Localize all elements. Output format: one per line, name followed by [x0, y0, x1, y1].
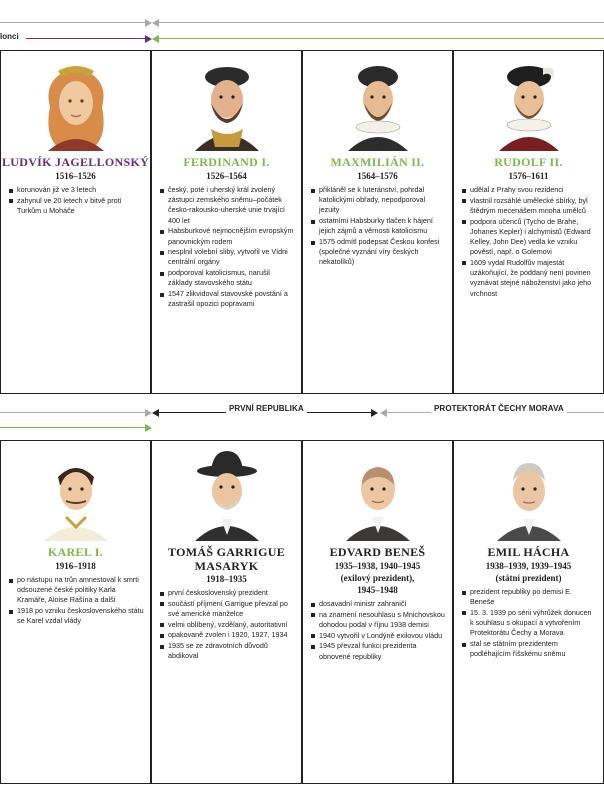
arrow-right-icon [145, 409, 152, 417]
bearded-man-feathered-hat-portrait [483, 57, 575, 151]
timeline-gray-line [0, 22, 146, 23]
middle-timeline [0, 402, 604, 432]
ruler-name: MAXMILIÁN II. [330, 155, 425, 169]
list-item: 1945 převzal funkci prezidenta obnovené republiky [311, 641, 446, 661]
list-item: podpora učenců (Tycho de Brahe, Johanes Kepler) i alchymistů (Edward Kelley, John Dee) vedla ke vzniku pověstí, např. o Golemovi [462, 217, 597, 258]
ruler-card-benes [302, 440, 453, 784]
ruler-card-rudolf [453, 50, 604, 394]
list-item: přikláněl se k luteránství, pohrdal katolickými obřady, nepodporoval jezuity [311, 185, 446, 216]
ruler-card-ludvik [0, 50, 151, 394]
young-man-uniform-portrait [30, 447, 122, 541]
ruler-name: EDVARD BENEŠ [329, 545, 426, 559]
ruler-years: 1916–1918 [55, 561, 96, 571]
ruler-years: 1918–1935 [206, 574, 247, 584]
ruler-name-line2: MASARYK [194, 559, 259, 573]
list-item: dosavadní ministr zahraničí [311, 599, 446, 609]
facts-list [9, 575, 144, 627]
list-item: zahynul ve 20 letech v bitvě proti Turkům u Moháče [9, 196, 144, 216]
ruler-name: KAREL I. [47, 545, 104, 559]
ruler-card-karel [0, 440, 151, 784]
old-man-hat-portrait [181, 447, 273, 541]
ruler-years-line2: (exilový prezident), [340, 573, 415, 583]
ruler-years: 1576–1611 [508, 171, 549, 181]
ruler-name: RUDOLF II. [494, 155, 563, 169]
arrow-right-icon [371, 409, 378, 417]
ruler-years: 1526–1564 [206, 171, 247, 181]
list-item: udělal z Prahy svou rezidenci [462, 185, 597, 195]
facts-list [160, 185, 295, 310]
bald-man-suit-portrait [332, 447, 424, 541]
timeline-green-line [0, 427, 146, 428]
facts-list [462, 185, 597, 299]
ruler-years-line3: 1945–1948 [357, 585, 398, 595]
list-item: 1935 se ze zdravotních důvodů abdikoval [160, 641, 295, 661]
list-item: opakovaně zvolen i 1920, 1927, 1934 [160, 630, 295, 640]
list-item: 15. 3. 1939 po sérii výhrůžek donucen k souhlasu s okupací a vytvořením Protektorátu Čechy a Morava [462, 608, 597, 639]
list-item: 1918 po vzniku československého státu se Karel vzdal vlády [9, 606, 144, 626]
list-item: 1547 zlikvidoval stavovské povstání a zastrašil opozici popravami [160, 289, 295, 309]
top-rulers-grid [0, 50, 604, 394]
facts-list [311, 185, 446, 268]
list-item: český, poté i uherský král zvolený zástupci zemského sněmu–počátek česko-rakousko-uherské unie trvající 400 let [160, 185, 295, 226]
list-item: po nástupu na trůn amnestoval k smrti odsouzené české politiky Karla Kramáře, Aloise Rašína a další [9, 575, 144, 606]
arrow-right-icon [145, 35, 152, 43]
list-item: 1575 odmítl podepsat Českou konfesi (společné vyznání víry českých nekatolíků) [311, 237, 446, 268]
list-item: velmi oblíbený, vzdělaný, autoritativní [160, 620, 295, 630]
ruler-name: EMIL HÁCHA [487, 545, 570, 559]
ruler-card-hacha [453, 440, 604, 784]
list-item: první československý prezident [160, 588, 295, 598]
facts-list [9, 185, 144, 217]
list-item: korunován již ve 3 letech [9, 185, 144, 195]
ruler-card-masaryk [151, 440, 302, 784]
facts-list [311, 599, 446, 662]
list-item: Habsburkové nejmocnějším evropským panovnickým rodem [160, 226, 295, 246]
facts-list [462, 587, 597, 660]
bearded-man-hat-ruff-portrait [332, 57, 424, 151]
list-item: 1940 vytvořil v Londýně exilovou vládu [311, 631, 446, 641]
list-item: nesplnil volební sliby, vytvořil ve Vídni centrální orgány [160, 247, 295, 267]
top-timeline [0, 0, 604, 40]
ruler-name: FERDINAND I. [183, 155, 270, 169]
timeline-label-left: lonci [0, 32, 19, 41]
timeline-green-line [158, 38, 604, 39]
ruler-name: LUDVÍK JAGELLONSKÝ [1, 155, 150, 169]
bottom-rulers-grid [0, 440, 604, 784]
ruler-years-line1: 1935–1938, 1940–1945 [334, 561, 421, 571]
timeline-gray-line-2 [158, 22, 604, 23]
period-label-protectorate: PROTEKTORÁT ČECHY MORAVA [431, 404, 567, 413]
facts-list [160, 588, 295, 662]
timeline-gray-line [0, 412, 146, 413]
bearded-man-hat-portrait [181, 57, 273, 151]
list-item: na znamení nesouhlasu s Mnichovskou dohodou podal v říjnu 1938 demisi [311, 610, 446, 630]
list-item: součástí příjmení Garrigue převzal po své americké manželce [160, 599, 295, 619]
ruler-years-line2: (státní prezident) [495, 573, 562, 583]
arrow-right-icon [145, 19, 152, 27]
young-man-long-hair-portrait [30, 57, 122, 151]
list-item: stal se státním prezidentem podléhajícím říšskému sněmu [462, 639, 597, 659]
old-man-suit-portrait [483, 447, 575, 541]
ruler-years: 1516–1526 [55, 171, 96, 181]
arrow-right-icon [145, 424, 152, 432]
list-item: 1609 vydal Rudolfův majestát uzákoňující, že poddaný není povinen vyznávat stejné náboženství jako jeho vrchnost [462, 258, 597, 299]
ruler-name-line1: TOMÁŠ GARRIGUE [168, 545, 285, 559]
ruler-card-ferdinand [151, 50, 302, 394]
list-item: podporoval katolicismus, narušil základy stavovského státu [160, 268, 295, 288]
list-item: ostatními Habsburky tlačen k hájení jejich zájmů a věrnosti katolicismu [311, 216, 446, 236]
period-label-first-republic: PRVNÍ REPUBLIKA [226, 404, 307, 413]
ruler-card-maxmilian [302, 50, 453, 394]
ruler-years: 1564–1576 [357, 171, 398, 181]
list-item: prezident republiky po demisi E. Beneše [462, 587, 597, 607]
ruler-years-line1: 1938–1939, 1939–1945 [485, 561, 572, 571]
timeline-purple-line [26, 38, 146, 39]
list-item: vlastnil rozsáhlé umělecké sbírky, byl štědrým mecenášem mnoha umělců [462, 196, 597, 216]
